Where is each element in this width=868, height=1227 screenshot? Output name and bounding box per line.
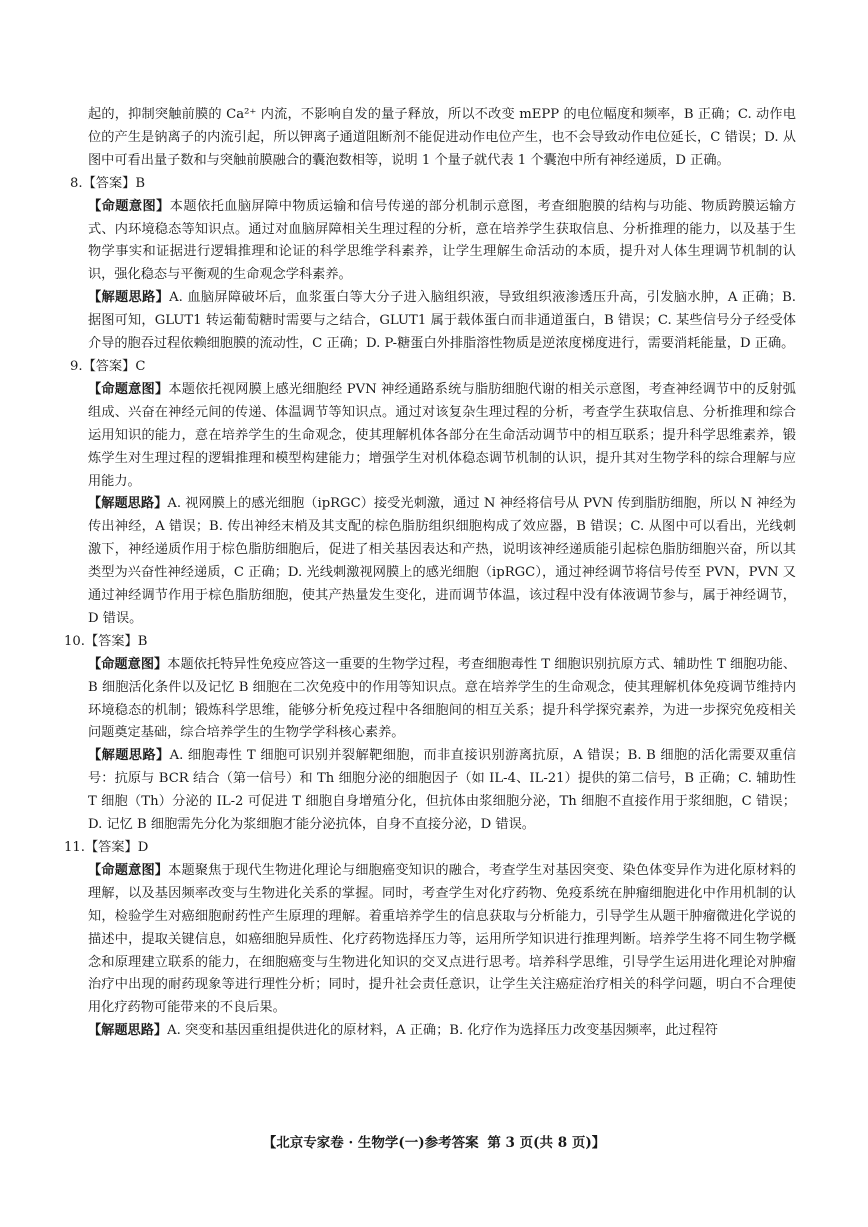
question-9	[70, 356, 796, 631]
solution-text: A. 细胞毒性 T 细胞可识别并裂解靶细胞，而非直接识别游离抗原，A 错误；B. B 细胞的活化需要双重信号：抗原与 BCR 结合（第一信号）和 Th 细胞分泌的细胞因子（如 IL-4、IL-21）提供的第二信号，B 正确；C. 辅助性 T 细胞（Th）分泌的 IL-2 可促进 T 细胞自身增殖分化，但抗体由浆细胞分泌，Th 细胞不直接作用于浆细胞，C 错误；D. 记忆 B 细胞需先分化为浆细胞才能分泌抗体，自身不直接分泌，D 错误。	[88, 748, 797, 833]
intent-label: 【命题意图】	[88, 198, 170, 214]
intent-text: 本题依托血脑屏障中物质运输和信号传递的部分机制示意图，考查细胞膜的结构与功能、物质跨膜运输方式、内环境稳态等知识点。通过对血脑屏障相关生理过程的分析，意在培养学生获取信息、分析推理的能力，以及基于生物学事实和证据进行逻辑推理和论证的科学思维学科素养，让学生理解生命活动的本质，提升对人体生理调节机制的认识，强化稳态与平衡观的生命观念学科素养。	[88, 198, 797, 283]
intent-paragraph	[88, 196, 796, 288]
intent-text: 本题依托特异性免疫应答这一重要的生物学过程，考查细胞毒性 T 细胞识别抗原方式、辅助性 T 细胞功能、B 细胞活化条件以及记忆 B 细胞在二次免疫中的作用等知识点。意在培养学生的生命观念，使其理解机体免疫调节维持内环境稳态的机制；锻炼科学思维，能够分析免疫过程中各细胞间的相互关系；提升科学探究素养，为进一步探究免疫相关问题奠定基础，综合培养学生的生物学学科核心素养。	[88, 656, 797, 741]
solution-label: 【解题思路】	[88, 496, 168, 512]
answer-line: 8.【答案】B	[70, 175, 146, 191]
intent-label: 【命题意图】	[88, 381, 169, 397]
continuation-paragraph: 起的，抑制突触前膜的 Ca²⁺ 内流，不影响自发的量子释放，所以不改变 mEPP 的电位幅度和频率，B 正确；C. 动作电位的产生是钠离子的内流引起，所以钾离子通道阻断剂不能促进动作电位产生，也不会导致动作电位延长，C 错误；D. 从图中可看出量子数和与突触前膜融合的囊泡数相等，说明 1 个量子就代表 1 个囊泡中所有神经递质，D 正确。	[88, 107, 796, 168]
solution-text: A. 突变和基因重组提供进化的原材料，A 正确；B. 化疗作为选择压力改变基因频率，此过程符	[167, 1023, 718, 1039]
intent-paragraph	[88, 860, 796, 1020]
answer-line: 11.【答案】D	[64, 840, 149, 855]
solution-paragraph	[88, 1020, 796, 1043]
solution-text: A. 视网膜上的感光细胞（ipRGC）接受光刺激，通过 N 神经将信号从 PVN 传到脂肪细胞，所以 N 神经为传出神经，A 错误；B. 传出神经末梢及其支配的棕色脂肪组织细胞构成了效应器，B 错误；C. 从图中可以看出，光线刺激下，神经递质作用于棕色脂肪细胞后，促进了相关基因表达和产热，说明该神经递质能引起棕色脂肪细胞兴奋，所以其类型为兴奋性神经递质，C 正确；D. 光线刺激视网膜上的感光细胞（ipRGC），通过神经调节将信号传至 PVN，PVN 又通过神经调节作用于棕色脂肪细胞，使其产热量发生变化，进而调节体温，该过程中没有体液调节参与，属于神经调节，D 错误。	[88, 496, 796, 626]
solution-label: 【解题思路】	[88, 1023, 168, 1039]
intent-paragraph	[88, 379, 796, 494]
solution-text: A. 血脑屏障破坏后，血浆蛋白等大分子进入脑组织液，导致组织液渗透压升高，引发脑水肿，A 正确；B. 据图可知，GLUT1 转运葡萄糖时需要与之结合，GLUT1 属于载体蛋白而非通道蛋白，B 错误；C. 某些信号分子经受体介导的胞吞过程依赖细胞膜的流动性，C 正确；D. P-糖蛋白外排脂溶性物质是逆浓度梯度进行，需要消耗能量，D 正确。	[88, 290, 796, 352]
footer-page-number: 第 3 页(共 8 页)】	[487, 1135, 606, 1151]
question-10	[64, 631, 797, 837]
intent-label: 【命题意图】	[88, 862, 169, 878]
answer-line: 9.【答案】C	[70, 358, 146, 374]
intent-label: 【命题意图】	[88, 656, 168, 672]
question-11	[64, 837, 796, 1043]
page-footer	[0, 1131, 868, 1151]
answer-line: 10.【答案】B	[64, 633, 148, 649]
solution-paragraph	[88, 745, 796, 837]
solution-paragraph	[88, 287, 796, 356]
answer-content	[64, 104, 797, 1043]
intent-text: 本题聚焦于现代生物进化理论与细胞癌变知识的融合，考查学生对基因突变、染色体变异作为进化原材料的理解，以及基因频率改变与生物进化关系的掌握。同时，考查学生对化疗药物、免疫系统在肿瘤细胞进化中作用机制的认知，检验学生对癌细胞耐药性产生原理的理解。着重培养学生的信息获取与分析能力，引导学生从题干肿瘤微进化学说的描述中，提取关键信息，如癌细胞异质性、化疗药物选择压力等，运用所学知识进行推理判断。培养学生将不同生物学概念和原理建立联系的能力，在细胞癌变与生物进化知识的交叉点进行思考。培养科学思维，引导学生运用进化理论对肿瘤治疗中出现的耐药现象等进行理性分析；同时，提升社会责任意识，让学生关注癌症治疗相关的科学问题，明白不合理使用化疗药物可能带来的不良后果。	[88, 862, 796, 1016]
question-8	[70, 173, 797, 356]
solution-label: 【解题思路】	[88, 748, 170, 764]
intent-text: 本题依托视网膜上感光细胞经 PVN 神经通路系统与脂肪细胞代谢的相关示意图，考查神经调节中的反射弧组成、兴奋在神经元间的传递、体温调节等知识点。通过对该复杂生理过程的分析，考查学生获取信息、分析推理和综合运用知识的能力，意在培养学生的生命观念，使其理解机体各部分在生命活动调节中的相互联系；提升科学思维素养，锻炼学生对生理过程的逻辑推理和模型构建能力；增强学生对机体稳态调节机制的认识，提升其对生物学科的综合理解与应用能力。	[88, 381, 796, 489]
solution-label: 【解题思路】	[88, 290, 170, 306]
footer-title: 【北京专家卷 · 生物学(一)参考答案	[262, 1135, 479, 1151]
solution-paragraph	[88, 493, 796, 630]
intent-paragraph	[88, 654, 796, 746]
